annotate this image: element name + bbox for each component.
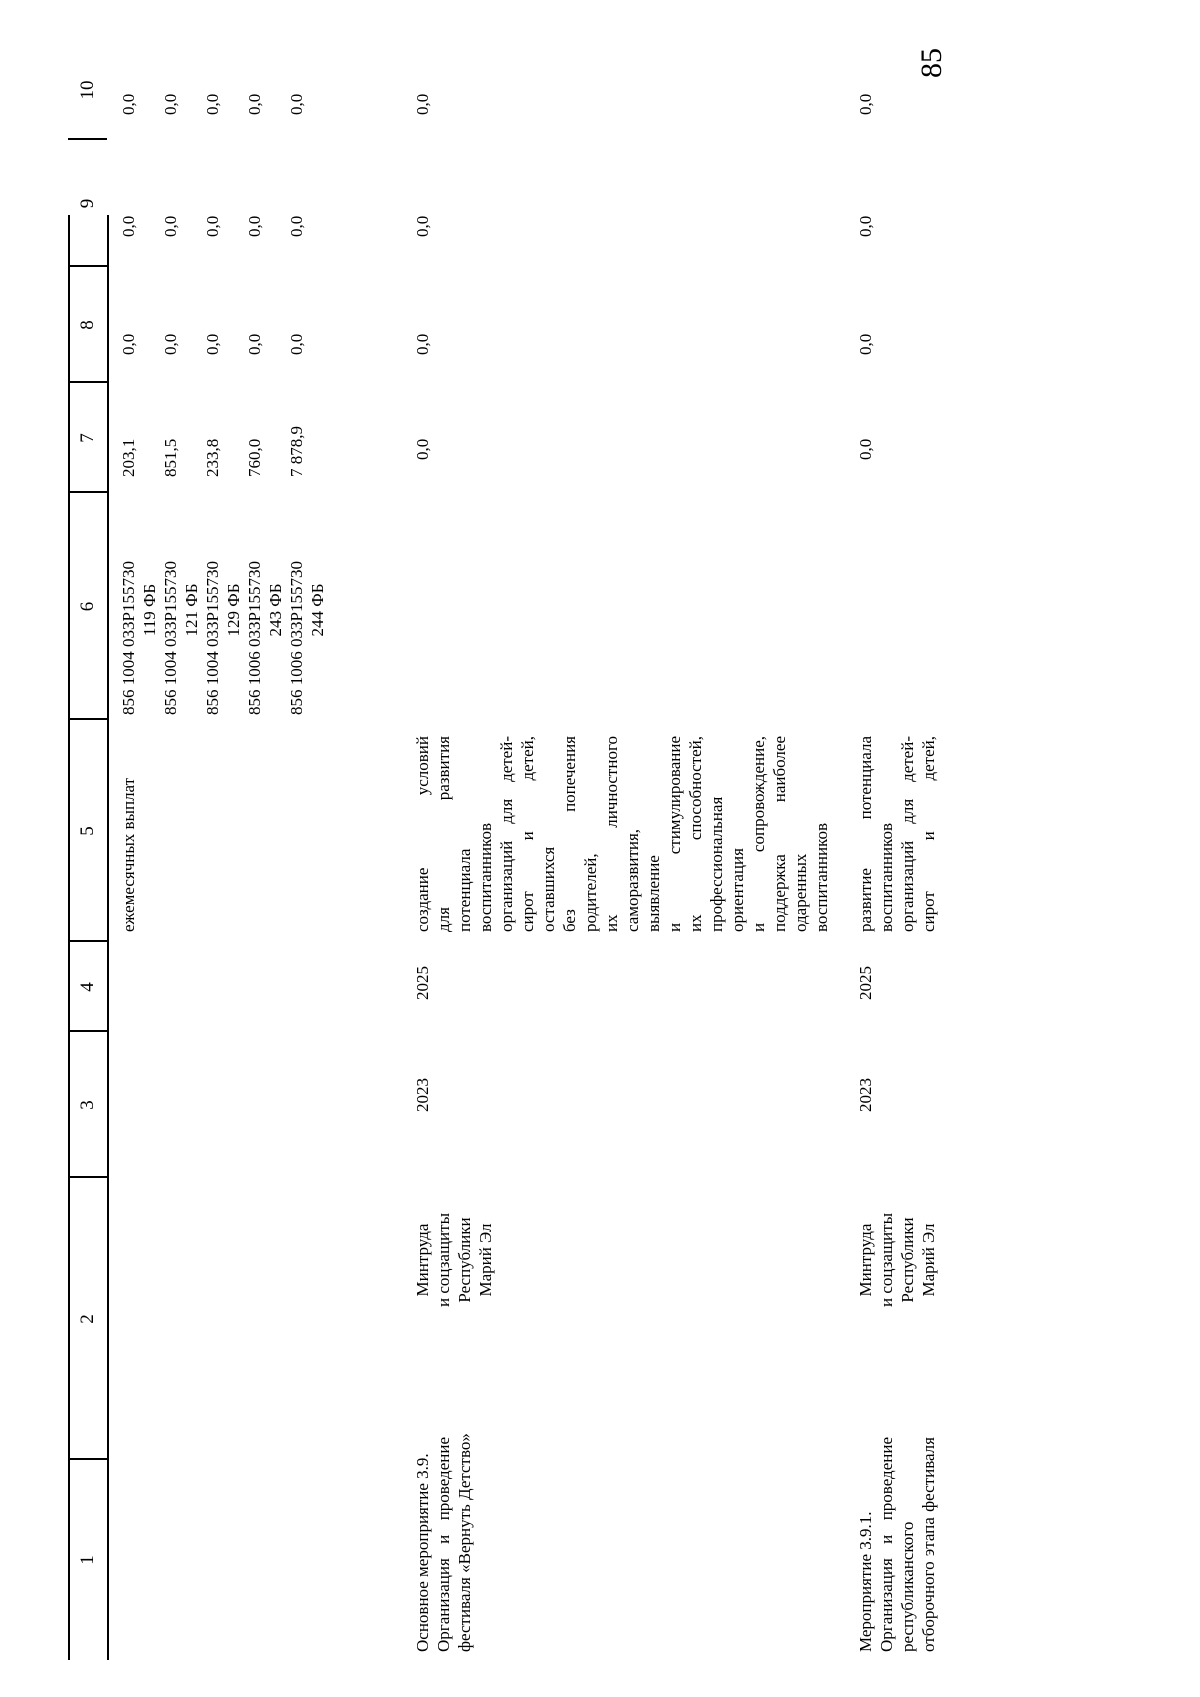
result-line: их личностного xyxy=(602,736,621,932)
result-line: поддержка наиболее xyxy=(770,736,789,932)
header-bottom-border xyxy=(107,215,109,1660)
result-line: саморазвития, xyxy=(623,828,642,932)
result-line: организаций для детей- xyxy=(898,736,917,932)
row2-event-name xyxy=(412,1433,475,1652)
result-line: организаций для детей- xyxy=(497,736,516,932)
result-line: потенциала xyxy=(455,848,474,932)
result-line: сирот и детей, xyxy=(919,736,938,932)
col10-value: 0,0 xyxy=(119,93,138,115)
col7-value: 851,5 xyxy=(161,438,180,477)
responsible-line: и соцзащиты xyxy=(434,1213,453,1307)
row2-responsible xyxy=(412,1200,496,1320)
result-line: и сопровождение, xyxy=(749,736,768,932)
row3-col8: 0,0 xyxy=(856,333,875,355)
column-header-2: 2 xyxy=(77,1314,98,1324)
col7-value: 233,8 xyxy=(203,438,222,477)
col10-value: 0,0 xyxy=(161,93,180,115)
row3-end-year: 2025 xyxy=(856,966,875,1000)
col8-value: 0,0 xyxy=(119,333,138,355)
row3-event-name xyxy=(855,1437,939,1652)
responsible-line: Марий Эл xyxy=(476,1223,495,1297)
budget-kind: 119 ФБ xyxy=(140,583,159,637)
column-header-10: 10 xyxy=(77,80,98,100)
row3-start-year: 2023 xyxy=(856,1078,875,1112)
result-line: и стимулирование xyxy=(665,736,684,932)
col7-value: 203,1 xyxy=(119,438,138,477)
budget-kind: 244 ФБ xyxy=(308,583,327,637)
result-line: одаренных xyxy=(791,853,810,932)
row1-budget-codes xyxy=(118,505,328,715)
col9-value: 0,0 xyxy=(161,215,180,237)
result-line: развитие потенциала xyxy=(856,736,875,932)
col9-value: 0,0 xyxy=(119,215,138,237)
column-header-3: 3 xyxy=(77,1100,98,1110)
result-line: ежемесячных выплат xyxy=(119,777,138,932)
responsible-line: и соцзащиты xyxy=(877,1213,896,1307)
event-name-line: Основное мероприятие 3.9. xyxy=(413,1453,432,1652)
event-name-line: отборочного этапа фестиваля xyxy=(919,1437,938,1652)
event-name-line: Организация и проведение xyxy=(877,1437,896,1652)
col9-value: 0,0 xyxy=(203,215,222,237)
col10-value: 0,0 xyxy=(203,93,222,115)
budget-code: 856 1004 033P155730 xyxy=(203,561,222,715)
result-line: для развития xyxy=(434,736,453,932)
budget-code: 856 1004 033P155730 xyxy=(119,561,138,715)
event-name-line: фестиваля «Вернуть Детство» xyxy=(455,1433,474,1652)
col8-value: 0,0 xyxy=(161,333,180,355)
responsible-line: Минтруда xyxy=(413,1223,432,1297)
result-line: создание условий xyxy=(413,736,432,932)
result-line: без попечения xyxy=(560,736,579,932)
responsible-line: Республики xyxy=(455,1217,474,1303)
result-line: их способностей, xyxy=(686,736,705,932)
col10-value: 0,0 xyxy=(245,93,264,115)
result-line: воспитанников xyxy=(476,823,495,932)
result-line: ориентация xyxy=(728,848,747,932)
col8-value: 0,0 xyxy=(203,333,222,355)
col10-value: 0,0 xyxy=(287,93,306,115)
column-header-5: 5 xyxy=(77,826,98,836)
responsible-line: Минтруда xyxy=(856,1223,875,1297)
col7-value: 760,0 xyxy=(245,438,264,477)
col8-value: 0,0 xyxy=(245,333,264,355)
result-line: родителей, xyxy=(581,853,600,932)
event-name-line: Мероприятие 3.9.1. xyxy=(856,1511,875,1652)
row2-result xyxy=(412,736,832,932)
budget-table-sheet xyxy=(0,20,960,1660)
budget-kind: 121 ФБ xyxy=(182,583,201,637)
event-name-line: республиканского xyxy=(898,1521,917,1652)
responsible-line: Республики xyxy=(898,1217,917,1303)
budget-code: 856 1006 033P155730 xyxy=(287,561,306,715)
result-line: оставшихся xyxy=(539,846,558,932)
column-header-8: 8 xyxy=(77,320,98,330)
row2-end-year: 2025 xyxy=(413,966,432,1000)
row3-col9: 0,0 xyxy=(856,215,875,237)
column-header-4: 4 xyxy=(77,982,98,992)
column-header-9: 9 xyxy=(77,198,98,209)
result-line: профессиональная xyxy=(707,796,726,932)
event-name-line: Организация и проведение xyxy=(434,1437,453,1652)
col7-value: 7 878,9 xyxy=(287,426,306,477)
row3-col7: 0,0 xyxy=(856,438,875,460)
column-header-1: 1 xyxy=(77,1555,98,1565)
row2-col10: 0,0 xyxy=(413,93,432,115)
column-header-6: 6 xyxy=(77,601,98,612)
result-line: выявление xyxy=(644,855,663,932)
budget-kind: 243 ФБ xyxy=(266,583,285,637)
row2-col7: 0,0 xyxy=(413,438,432,460)
row2-col8: 0,0 xyxy=(413,333,432,355)
result-line: сирот и детей, xyxy=(518,736,537,932)
col8-value: 0,0 xyxy=(287,333,306,355)
result-line: воспитанников xyxy=(812,823,831,932)
row2-start-year: 2023 xyxy=(413,1078,432,1112)
row2-col9: 0,0 xyxy=(413,215,432,237)
column-header-7: 7 xyxy=(77,433,98,443)
row3-responsible xyxy=(855,1200,939,1320)
budget-kind: 129 ФБ xyxy=(224,583,243,637)
row3-result xyxy=(855,736,939,932)
col9-value: 0,0 xyxy=(287,215,306,237)
budget-code: 856 1006 033P155730 xyxy=(245,561,264,715)
responsible-line: Марий Эл xyxy=(919,1223,938,1297)
result-line: воспитанников xyxy=(877,823,896,932)
row3-col10: 0,0 xyxy=(856,93,875,115)
page-number: 85 xyxy=(915,48,948,78)
budget-code: 856 1004 033P155730 xyxy=(161,561,180,715)
col9-value: 0,0 xyxy=(245,215,264,237)
table-top-border xyxy=(68,215,70,1660)
row1-result xyxy=(118,722,139,932)
